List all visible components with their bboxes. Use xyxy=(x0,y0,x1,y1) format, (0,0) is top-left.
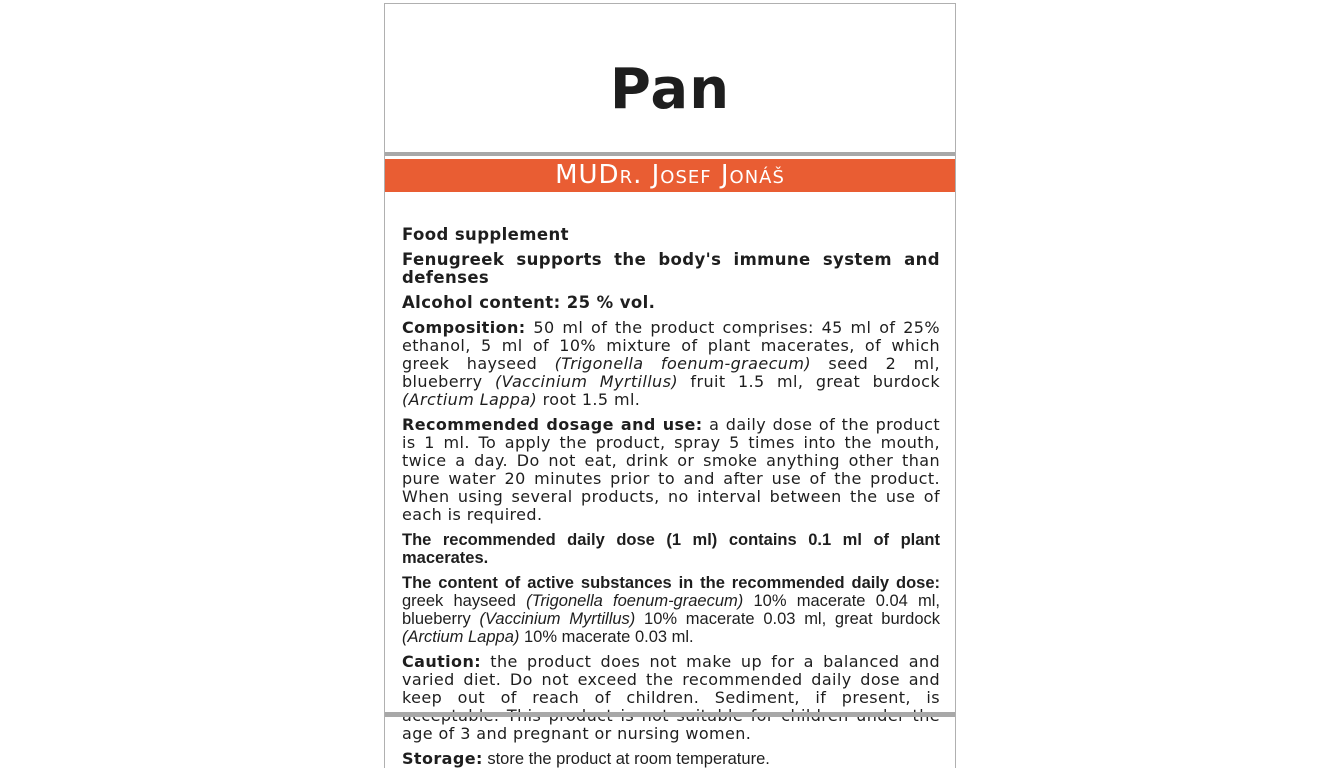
brand-banner: MUDr. Josef Jonáš xyxy=(385,159,955,192)
top-divider xyxy=(385,152,955,156)
active-text-2: 10% macerate 0.04 ml, blueberry xyxy=(402,592,941,628)
composition-latin-1: (Trigonella foenum-graecum) xyxy=(554,354,811,373)
active-latin-3: (Arctium Lappa) xyxy=(402,628,520,646)
bottom-divider xyxy=(385,712,955,717)
dosage-heading: Recommended dosage and use: xyxy=(402,415,703,434)
active-text-3: 10% macerate 0.03 ml, great burdock xyxy=(635,610,940,628)
daily-dose-statement: The recommended daily dose (1 ml) contains 0.1 ml of plant macerates. xyxy=(402,531,940,567)
active-text-1: greek hayseed xyxy=(402,592,527,610)
composition-latin-3: (Arctium Lappa) xyxy=(402,390,538,409)
composition-text-2: seed 2 ml, blueberry xyxy=(402,354,940,391)
active-latin-1: (Trigonella foenum-graecum) xyxy=(526,592,744,610)
caution-heading: Caution: xyxy=(402,652,482,671)
active-heading: The content of active substances in the recommended daily dose: xyxy=(402,574,940,592)
composition-text-4: root 1.5 ml. xyxy=(537,390,641,409)
label-content xyxy=(402,226,940,775)
composition-paragraph xyxy=(402,319,940,409)
alcohol-content: Alcohol content: 25 % vol. xyxy=(402,293,656,312)
active-substances-paragraph xyxy=(402,574,940,646)
active-latin-2: (Vaccinium Myrtillus) xyxy=(479,610,636,628)
caution-paragraph xyxy=(402,653,940,743)
active-text-4: 10% macerate 0.03 ml. xyxy=(519,628,694,646)
dosage-paragraph xyxy=(402,416,940,524)
composition-heading: Composition: xyxy=(402,318,526,337)
caution-text: the product does not make up for a balanced and varied diet. Do not exceed the recommended daily dose and keep out of reach of children. Sediment, if present, is age of 3 and pregnant or nursing women. xyxy=(402,652,940,743)
composition-latin-2: (Vaccinium Myrtillus) xyxy=(495,372,678,391)
composition-text-1: 50 ml of the product comprises: 45 ml of 25% ethanol, 5 ml of 10% mixture of plant macerates, of which greek hayseed xyxy=(402,318,940,373)
composition-text-3: fruit 1.5 ml, great burdock xyxy=(677,372,941,391)
storage-text: store the product at room temperature. xyxy=(482,750,770,768)
product-title: Pan xyxy=(609,57,731,122)
dosage-text: a daily dose of the product is 1 ml. To apply the product, spray 5 times into the mouth, twice a day. Do not eat, drink or smoke anything other than pure water 20 minutes prior to and after use of the product. When using several products, no interval between the use of each is required. xyxy=(402,415,940,524)
product-type: Food supplement xyxy=(402,225,569,244)
storage-heading: Storage: xyxy=(402,749,483,768)
storage-paragraph xyxy=(402,750,940,768)
product-claim: Fenugreek supports the body's immune system and defenses xyxy=(402,250,940,287)
product-label xyxy=(384,3,956,768)
